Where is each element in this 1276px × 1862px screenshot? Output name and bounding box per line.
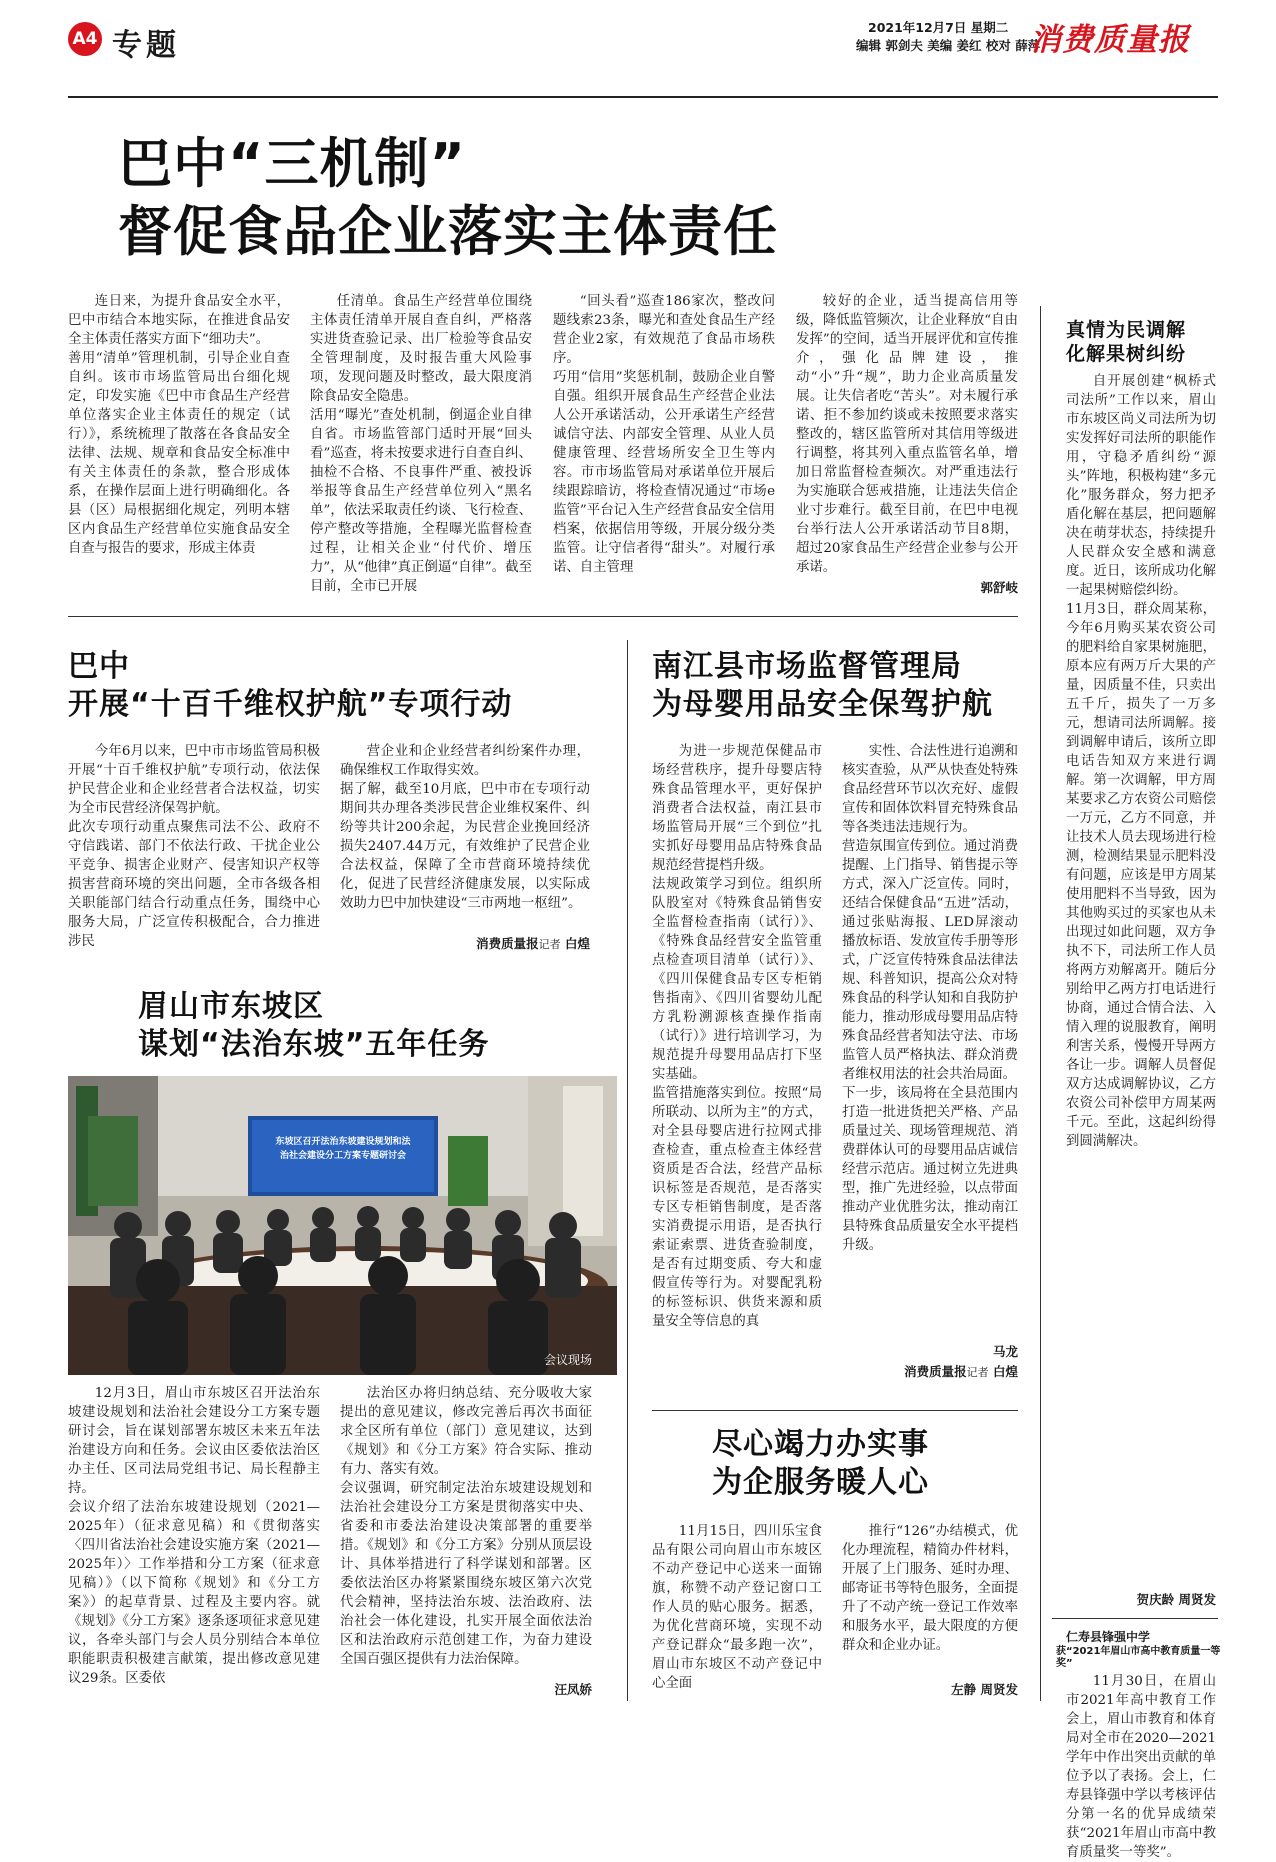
lead-column-1 [68,292,290,592]
story2-column-1 [68,742,320,954]
story5-column-2 [842,1522,1018,1674]
page-badge [68,22,102,56]
story4-column-2 [340,1384,592,1674]
story3-column-2 [842,742,1018,1338]
sidebar2-title-line1: 仁寿县锋强中学 [1066,1630,1151,1644]
story2-col1-text: 今年6月以来，巴中市市场监管局积极开展“十百千维权护航”专项行动，依法保护民营企业和企业经营者合法权益，切实为全市民营经济保驾护航。 此次专项行动重点聚焦司法不公、政府不守信践诺、部门不依法行政、干扰企业公平竞争、损害企业财产、侵害知识产权等损害营商环境的突出问题，全市各级各相关职能部门结合行动重点任务，围绕中心服务大局，广泛宣传积极配合，合力推进涉民 [68,744,320,949]
story3-headline-line1: 南江县市场监督管理局 [652,649,962,684]
issue-date: 2021年12月7日 星期二 [868,20,1009,35]
sidebar-mid-rule [1052,1618,1218,1619]
story5-column-1 [652,1522,822,1694]
story4-column-1 [68,1384,320,1690]
story5-top-rule [652,1410,1018,1411]
story3-byline-role: 记者 [966,1366,989,1379]
story4-col1-text: 12月3日，眉山市东坡区召开法治东坡建设规划和法治社会建设分工方案专题研讨会，旨在谋划部署东坡区未来五年法治建设方向和任务。会议由区委依法治区办主任、区司法局党组书记、局长程静主持。 会议介绍了法治东坡建设规划（2021—2025年）（征求意见稿）和《贯彻落实〈四川省法治社会建设实施方案（2021—2025年）〉工作举措和分工方案（征求意见稿）》（以下简称《规划》和《分工方案》）的起草背景、过程及主要内容。就《规划》《分工方案》逐条逐项征求意见建议，各牵头部门与会人员分别结合本单位职能职责积极建言献策，提出修改意见建议29条。区委依 [68,1386,320,1686]
story5-col2-text: 推行“126”办结模式，优化办理流程，精简办件材料，开展了上门服务、延时办理、邮寄证书等特色服务，全面提升了不动产统一登记工作效率和服务水平，最大限度的方便群众和企业办证。 [842,1524,1018,1653]
story5-headline-line1: 尽心竭力办实事 [712,1427,929,1462]
story3-headline-line2: 为母婴用品安全保驾护航 [652,687,993,722]
sidebar2-text: 11月30日，在眉山市2021年高中教育工作会上，眉山市教育和体育局对全市在2020—2021学年中作出突出贡献的单位予以了表扬。会上，仁寿县锋强中学以考核评估分第一名的优异成绩荣获“2021年眉山市高中教育质量奖一等奖”。 [1066,1674,1216,1860]
story4-byline: 汪凤娇 [554,1682,592,1697]
lead-column-2 [310,292,532,592]
lead-col3-text: “回头看”巡查186家次，整改问题线索23条，曝光和查处食品生产经营企业2家，有效规范了食品市场秩序。 巧用“信用”奖惩机制，鼓励企业自警自强。组织开展食品生产经营企业法人公开承诺活动，公开承诺生产经营诚信守法、内部安全管理、从业人员健康管理、经营场所安全卫生等内容。市市场监管局对承诺单位开展后续跟踪暗访，将检查情况通过“市场e监管”平台记入生产经营食品安全信用档案，依据信用等级，开展分级分类监管。让守信者得“甜头”。对履行承诺、自主管理 [553,294,775,575]
story5-headline-line2: 为企服务暖人心 [712,1465,929,1500]
editor-credits: 编辑 郭剑夫 美编 姜红 校对 薛萍 [856,38,1041,53]
story5-col1-text: 11月15日，四川乐宝食品有限公司向眉山市东坡区不动产登记中心送来一面锦旗，称赞不动产登记窗口工作人员的贴心服务。据悉，为优化营商环境，实现不动产登记群众“最多跑一次”，眉山市东坡区不动产登记中心全面 [652,1524,822,1691]
story4-headline-line1: 眉山市东坡区 [138,989,324,1024]
story3-byline-name: 白煌 [992,1364,1018,1379]
lead-byline: 郭舒岐 [980,580,1018,595]
story2-byline [340,934,590,952]
lead-col1-text: 连日来，为提升食品安全水平，巴中市结合本地实际，在推进食品安全主体责任落实方面下“细功夫”。 善用“清单”管理机制，引导企业自查自纠。该市市场监管局出台细化规定，印发实施《巴中市食品生产经营单位落实企业主体责任的规定（试行）》，系统梳理了散落在各食品安全法律、法规、规章和食品安全标准中有关主体责任的条款，整合形成体系，在操作层面上进行明确细化。各县（区）局根据细化规定，列明本辖区内食品生产经营单位实施食品安全自查与报告的要求，形成主体责 [68,294,290,556]
lead-bottom-rule [68,616,1018,617]
sidebar-divider [1040,306,1041,1701]
meeting-photo [68,1076,617,1375]
photo-caption: 会议现场 [544,1353,593,1367]
story3-byline-paper: 消费质量报 [904,1364,967,1379]
story2-col2-text: 营企业和企业经营者纠纷案件办理，确保维权工作取得实效。 据了解，截至10月底，巴中市在专项行动期间共办理各类涉民营企业维权案件、纠纷等共计200余起，为民营企业挽回经济损失2407.44万元，有效维护了民营企业合法权益，保障了全市营商环境持续优化，促进了民营经济健康发展，以实际成效助力巴中加快建设“三市两地一枢纽”。 [340,744,590,911]
header-rule [68,96,1218,98]
lead-headline-line2: 督促食品企业落实主体责任 [118,200,778,263]
story3-col2-text: 实性、合法性进行追溯和核实查验，从严从快查处特殊食品经营环节以次充好、虚假宣传和固体饮料冒充特殊食品等各类违法违规行为。 营造氛围宣传到位。通过消费提醒、上门指导、销售提示等方式，深入广泛宣传。同时，还结合保健食品“五进”活动，通过张贴海报、LED屏滚动播放标语、发放宣传手册等形式，广泛宣传特殊食品法律法规、科普知识，提高公众对特殊食品的科学认知和自我防护能力，推动形成母婴用品店特殊食品经营者知法守法、市场监管人员严格执法、群众消费者维权用法的社会共治局面。 下一步，该局将在全县范围内打造一批进货把关严格、产品质量过关、现场管理规范、消费群体认可的母婴用品店诚信经营示范店。通过树立先进典型，推广先进经验，以点带面推动产业优胜劣汰，推动南江县特殊食品质量安全水平提档升级。 [842,744,1018,1253]
sidebar1-byline: 贺庆龄 周贤发 [1136,1592,1216,1607]
masthead-logo: 消费质量报 [1030,22,1190,58]
story5-byline: 左静 周贤发 [951,1682,1018,1697]
story2-byline-role: 记者 [538,938,561,951]
sidebar1-title-line2: 化解果树纠纷 [1066,343,1187,365]
story-divider [627,640,628,1701]
sidebar1-text: 自开展创建“枫桥式司法所”工作以来，眉山市东坡区尚义司法所为切实发挥好司法所的职能作用，守稳矛盾纠纷“源头”阵地，积极构建“多元化”服务群众，努力把矛盾化解在基层，把问题解决在萌芽状态，持续提升人民群众安全感和满意度。近日，该所成功化解一起果树赔偿纠纷。 11月3日，群众周某称，今年6月购买某农资公司的肥料给自家果树施肥，原本应有两万斤大果的产量，因质量不佳，只卖出五千斤，损失了一万多元，想请司法所调解。接到调解申请后，该所立即电话告知双方来进行调解。第一次调解，甲方周某要求乙方农资公司赔偿一万元，乙方不同意，并让技术人员去现场进行检测，检测结果显示肥料没有问题，应该是甲方周某使用肥料不当导致，因为其他购买过的买家也从未出现过如此问题，双方争执不下，司法所工作人员将两方劝解离开。随后分别给甲乙两方打电话进行协商，通过合情合法、入情入理的说服教育，阐明利害关系，慢慢开导两方各让一步。调解人员督促双方达成调解协议，乙方农资公司补偿甲方周某两千元。至此，这起纠纷得到圆满解决。 [1066,374,1216,1149]
story2-column-2 [340,742,590,920]
sidebar2-title-line2: 获“2021年眉山市高中教育质量一等奖” [1056,1646,1221,1669]
story3-byline [842,1362,1018,1380]
story2-byline-paper: 消费质量报 [476,936,539,951]
lead-column-4 [796,292,1018,578]
story3-byline-top: 马龙 [992,1344,1018,1359]
story2-byline-name: 白煌 [564,936,590,951]
story2-headline-line2: 开展“十百千维权护航”专项行动 [68,687,513,722]
photo-banner-line1: 东坡区召开法治东坡建设规划和法 [275,1137,411,1147]
sidebar1-body [1066,372,1216,1582]
story2-headline-line1: 巴中 [68,649,130,684]
story3-col1-text: 为进一步规范保健品市场经营秩序，提升母婴店特殊食品管理水平，更好保护消费者合法权益，南江县市场监管局开展“三个到位”扎实抓好母婴用品店特殊食品规范经营提档升级。 法规政策学习到位。组织所队股室对《特殊食品销售安全监督检查指南（试行）》、《特殊食品经营安全监管重点检查项目清单（试行）》、《四川保健食品专区专柜销售指南》、《四川省婴幼儿配方乳粉溯源核查操作指南（试行）》进行培训学习，为规范提升母婴用品店打下坚实基础。 监管措施落实到位。按照“局所联动、以所为主”的方式，对全县母婴店进行拉网式排查检查，重点检查主体经营资质是否合法，经营产品标识标签是否规范，是否落实专区专柜销售制度，是否落实消费提示用语，是否执行索证索票、进货查验制度，是否有过期变质、夸大和虚假宣传等行为。对婴配乳粉的标签标识、供货来源和质量安全等信息的真 [652,744,822,1329]
lead-headline-line1: 巴中“三机制” [118,132,466,195]
section-name: 专题 [112,28,180,63]
sidebar2-body [1066,1672,1216,1860]
story4-headline-line2: 谋划“法治东坡”五年任务 [138,1027,490,1062]
sidebar1-title-line1: 真情为民调解 [1066,319,1187,341]
photo-banner-line2: 治社会建设分工方案专题研讨会 [279,1151,406,1161]
lead-col2-text: 任清单。食品生产经营单位围绕主体责任清单开展自查自纠，严格落实进货查验记录、出厂检验等食品安全管理制度，及时报告重大风险事项，发现问题及时整改，最大限度消除食品安全隐患。 活用“曝光”查处机制，倒逼企业自律自省。市场监管部门适时开展“回头看”巡查，将未按要求进行自查自纠、抽检不合格、不良事件严重、被投诉举报等食品生产经营单位列入“黑名单”，依法采取责任约谈、飞行检查、停产整改等措施，全程曝光监督检查过程，让相关企业“付代价、增压力”，从“他律”真正倒逼“自律”。截至目前，全市已开展 [310,294,532,594]
lead-column-3 [553,292,775,592]
story4-col2-text: 法治区办将归纳总结、充分吸收大家提出的意见建议，修改完善后再次书面征求全区所有单位（部门）意见建议，达到《规划》和《分工方案》符合实际、推动有力、落实有效。 会议强调，研究制定法治东坡建设规划和法治社会建设分工方案是贯彻落实中央、省委和市委法治建设决策部署的重要举措。《规划》和《分工方案》分别从顶层设计、具体举措进行了科学谋划和部署。区委依法治区办将紧紧围绕东坡区第六次党代会精神，坚持法治东坡、法治政府、法治社会一体化建设，扎实开展全面依法治区和法治政府示范创建工作，为奋力建设全国百强区提供有力法治保障。 [340,1386,592,1667]
lead-col4-text: 较好的企业，适当提高信用等级，降低监管频次，让企业释放“自由发挥”的空间，适当开展评优和宣传推介，强化品牌建设，推动“小”升“规”，助力企业高质量发展。让失信者吃“苦头”。对未履行承诺、拒不参加约谈或未按照要求落实整改的，辖区监管所对其信用等级进行调整，将其列入重点监管名单，增加日常监督检查频次。对严重违法行为实施联合惩戒措施，让违法失信企业寸步难行。截至目前，在巴中电视台举行法人公开承诺活动节目8期，超过20家食品生产经营企业参与公开承诺。 [796,294,1018,575]
story3-column-1 [652,742,822,1377]
page-number: A4 [72,29,98,49]
